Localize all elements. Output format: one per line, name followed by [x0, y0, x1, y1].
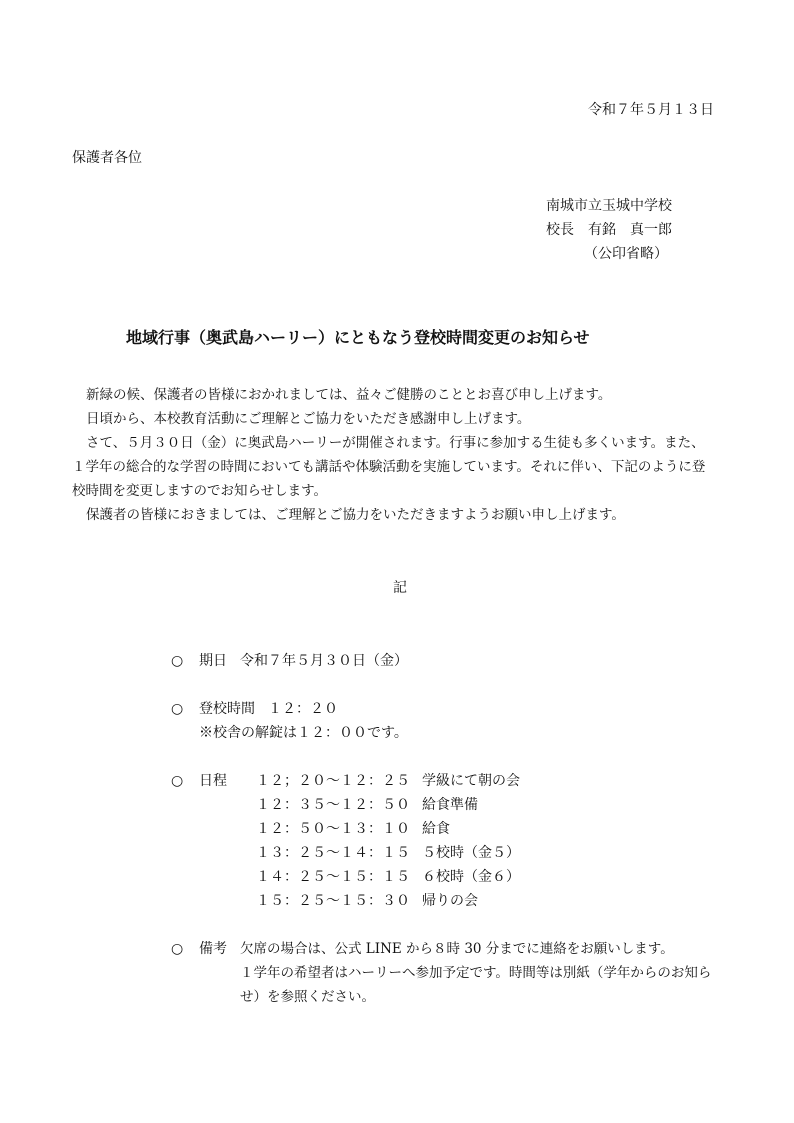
date-value: 令和７年５月３０日（金）: [240, 653, 408, 669]
time-value: １２：２０: [268, 701, 338, 717]
time-label: 登校時間: [199, 701, 255, 717]
body-paragraph-3-line-1: さて、５月３０日（金）に奥武島ハーリーが開催されます。行事に参加する生徒も多くいます。また、: [86, 435, 705, 451]
schedule-event: 帰りの会: [422, 893, 478, 909]
bullet-schedule: ○: [171, 773, 184, 789]
body-paragraph-2: 日頃から、本校教育活動にご理解とご協力をいただき感謝申し上げます。: [86, 411, 531, 427]
schedule-label: 日程: [199, 773, 227, 789]
bullet-time: ○: [171, 701, 184, 717]
schedule-time: １２；２０〜１２：２５: [256, 773, 410, 789]
body-paragraph-3-line-2: １学年の総合的な学習の時間においても講話や体験活動を実施しています。それに伴い、下記のように登: [72, 459, 706, 475]
schedule-time: １２：５０〜１３：１０: [256, 821, 410, 837]
seal-note: （公印省略）: [584, 246, 668, 262]
schedule-event: ５校時（金５）: [422, 845, 520, 861]
issue-date: 令和７年５月１３日: [588, 102, 714, 118]
schedule-time: １２：３５〜１２：５０: [256, 797, 410, 813]
body-paragraph-4: 保護者の皆様におきましては、ご理解とご協力をいただきますようお願い申し上げます。: [86, 507, 625, 523]
schedule-event: ６校時（金６）: [422, 869, 520, 885]
schedule-event: 給食準備: [422, 797, 478, 813]
school-name: 南城市立玉城中学校: [546, 198, 672, 214]
recipient: 保護者各位: [72, 150, 142, 166]
schedule-time: １４：２５〜１５：１５: [256, 869, 410, 885]
remarks-line-1: 欠席の場合は、公式 LINE から８時 30 分までに連絡をお願いします。: [240, 941, 674, 957]
principal-name: 校長 有銘 真一郎: [546, 222, 672, 238]
body-paragraph-3-line-3: 校時間を変更しますのでお知らせします。: [72, 483, 328, 499]
remarks-line-3: せ）を参照ください。: [240, 989, 375, 1005]
remarks-label: 備考: [199, 941, 227, 957]
bullet-date: ○: [171, 653, 184, 669]
bullet-remarks: ○: [171, 941, 184, 957]
schedule-event: 給食: [422, 821, 450, 837]
document-title: 地域行事（奥武島ハーリー）にともなう登校時間変更のお知らせ: [126, 328, 590, 347]
schedule-time: １３：２５〜１４：１５: [256, 845, 410, 861]
ki-heading: 記: [393, 580, 407, 596]
date-label: 期日: [199, 653, 227, 669]
time-note: ※校舎の解錠は１２：００です。: [199, 725, 408, 741]
remarks-line-2: １学年の希望者はハーリーへ参加予定です。時間等は別紙（学年からのお知ら: [240, 965, 712, 981]
schedule-event: 学級にて朝の会: [422, 773, 520, 789]
schedule-time: １５：２５〜１５：３０: [256, 893, 410, 909]
body-paragraph-1: 新緑の候、保護者の皆様におかれましては、益々ご健勝のこととお喜び申し上げます。: [86, 387, 612, 403]
